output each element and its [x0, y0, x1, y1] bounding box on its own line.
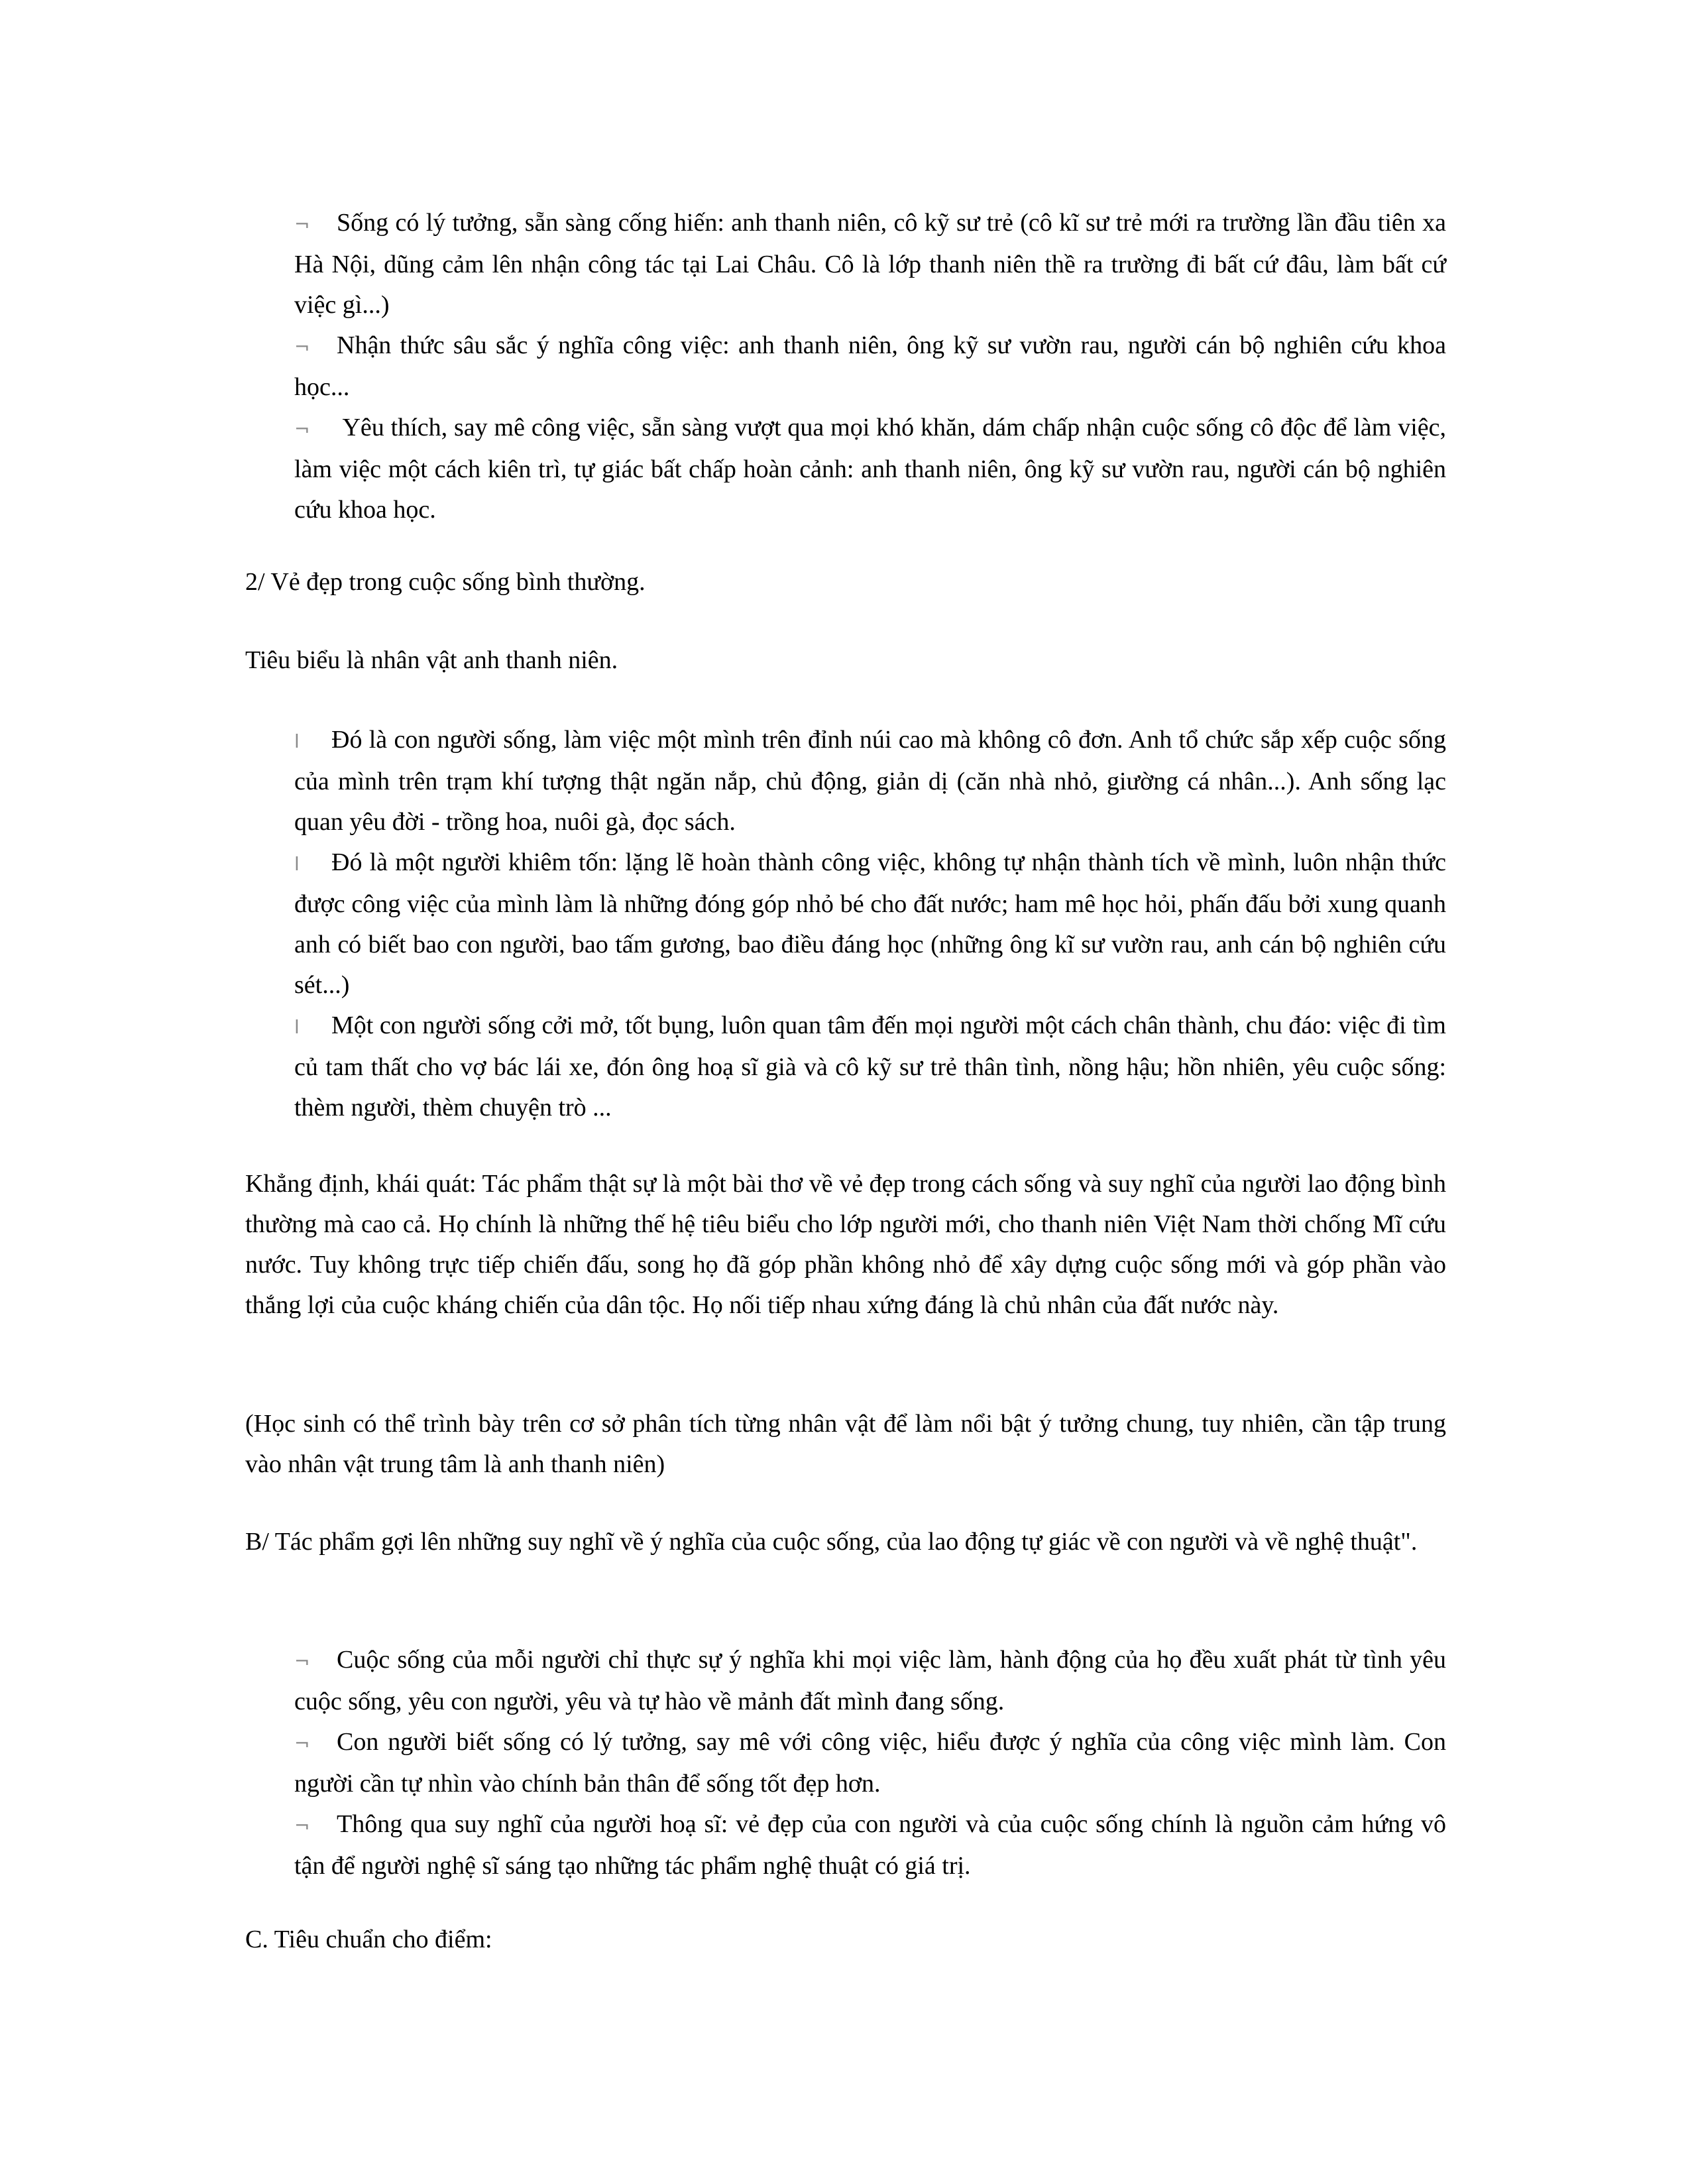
bullet-text: Con người biết sống có lý tưởng, say mê với công việc, hiểu được ý nghĩa của công việc mình làm. Con người cần tự nhìn vào chính bản thân để sống tốt đẹp hơn. — [294, 1728, 1446, 1798]
bullet-text: Sống có lý tưởng, sẵn sàng cống hiến: anh thanh niên, cô kỹ sư trẻ (cô kĩ sư trẻ mới ra trường lần đầu tiên xa Hà Nội, dũng cảm lên nhận công tác tại Lai Châu. Cô là lớp thanh niên thề ra trường đi bất cứ đâu, làm bất cứ việc gì...) — [294, 209, 1446, 319]
bullet-marker-icon: ¬ — [294, 213, 310, 235]
bullet-text: Yêu thích, say mê công việc, sẵn sàng vượt qua mọi khó khăn, dám chấp nhận cuộc sống cô độc để làm việc, làm việc một cách kiên trì, tự giác bất chấp hoàn cảnh: anh thanh niên, ông kỹ sư vườn rau, người cán bộ nghiên cứu khoa học. — [294, 414, 1446, 524]
bullet-item — [294, 1640, 1446, 1722]
bullet-item — [294, 1804, 1446, 1886]
bullet-marker-icon: l — [294, 730, 300, 752]
teacher-note: (Học sinh có thể trình bày trên cơ sở phân tích từng nhân vật để làm nổi bật ý tưởng chung, tuy nhiên, cần tập trung vào nhân vật trung tâm là anh thanh niên) — [245, 1410, 1446, 1478]
bullet-text: Đó là con người sống, làm việc một mình trên đỉnh núi cao mà không cô đơn. Anh tổ chức sắp xếp cuộc sống của mình trên trạm khí tượng thật ngăn nắp, chủ động, giản dị (căn nhà nhỏ, giường cá nhân...). Anh sống lạc quan yêu đời - trồng hoa, nuôi gà, đọc sách. — [294, 726, 1446, 836]
bullet-marker-icon: ¬ — [294, 336, 310, 358]
bullet-text: Nhận thức sâu sắc ý nghĩa công việc: anh thanh niên, ông kỹ sư vườn rau, người cán bộ nghiên cứu khoa học... — [294, 331, 1446, 401]
conclusion-paragraph: Khẳng định, khái quát: Tác phẩm thật sự là một bài thơ về vẻ đẹp trong cách sống và suy nghĩ của người lao động bình thường mà cao cả. Họ chính là những thế hệ tiêu biểu cho lớp người mới, cho thanh niên Việt Nam thời chống Mĩ cứu nước. Tuy không trực tiếp chiến đấu, song họ đã góp phần không nhỏ để xây dựng cuộc sống mới và góp phần vào thắng lợi của cuộc kháng chiến của dân tộc. Họ nối tiếp nhau xứng đáng là chủ nhân của đất nước này. — [245, 1170, 1446, 1319]
bullet-marker-icon: l — [294, 1016, 300, 1038]
bullet-marker-icon: ¬ — [294, 418, 310, 440]
section-heading-c: C. Tiêu chuẩn cho điểm: — [245, 1925, 492, 1953]
bullet-item — [294, 408, 1446, 530]
bullet-marker-icon: ¬ — [294, 1815, 310, 1837]
bullet-item — [294, 1006, 1446, 1128]
bullet-item — [294, 720, 1446, 842]
bullet-marker-icon: ¬ — [294, 1650, 310, 1672]
section-heading-2: 2/ Vẻ đẹp trong cuộc sống bình thường. — [245, 568, 646, 596]
ideals-bullet-list — [294, 203, 1446, 530]
bullet-item — [294, 203, 1446, 325]
bullet-marker-icon: l — [294, 853, 300, 875]
bullet-text: Một con người sống cởi mở, tốt bụng, luôn quan tâm đến mọi người một cách chân thành, chu đáo: việc đi tìm củ tam thất cho vợ bác lái xe, đón ông hoạ sĩ già và cô kỹ sư trẻ thân tình, nồng hậu; hồn nhiên, yêu cuộc sống: thèm người, thèm chuyện trò ... — [294, 1011, 1446, 1121]
bullet-item — [294, 1722, 1446, 1804]
bullet-item — [294, 325, 1446, 408]
young-man-bullet-list — [294, 720, 1446, 1128]
bullet-text: Đó là một người khiêm tốn: lặng lẽ hoàn thành công việc, không tự nhận thành tích về mình, luôn nhận thức được công việc của mình làm là những đóng góp nhỏ bé cho đất nước; ham mê học hỏi, phấn đấu bởi xung quanh anh có biết bao con người, bao tấm gương, bao điều đáng học (những ông kĩ sư vườn rau, anh cán bộ nghiên cứu sét...) — [294, 848, 1446, 999]
bullet-marker-icon: ¬ — [294, 1733, 310, 1754]
bullet-text: Thông qua suy nghĩ của người hoạ sĩ: vẻ đẹp của con người và của cuộc sống chính là nguồn cảm hứng vô tận để người nghệ sĩ sáng tạo những tác phẩm nghệ thuật có giá trị. — [294, 1810, 1446, 1880]
bullet-item — [294, 842, 1446, 1006]
bullet-text: Cuộc sống của mỗi người chỉ thực sự ý nghĩa khi mọi việc làm, hành động của họ đều xuất phát từ tình yêu cuộc sống, yêu con người, yêu và tự hào về mảnh đất mình đang sống. — [294, 1646, 1446, 1715]
section-intro: Tiêu biểu là nhân vật anh thanh niên. — [245, 646, 618, 674]
section-heading-b: B/ Tác phẩm gợi lên những suy nghĩ về ý nghĩa của cuộc sống, của lao động tự giác về con người và về nghệ thuật". — [245, 1528, 1418, 1556]
reflection-bullet-list — [294, 1640, 1446, 1886]
